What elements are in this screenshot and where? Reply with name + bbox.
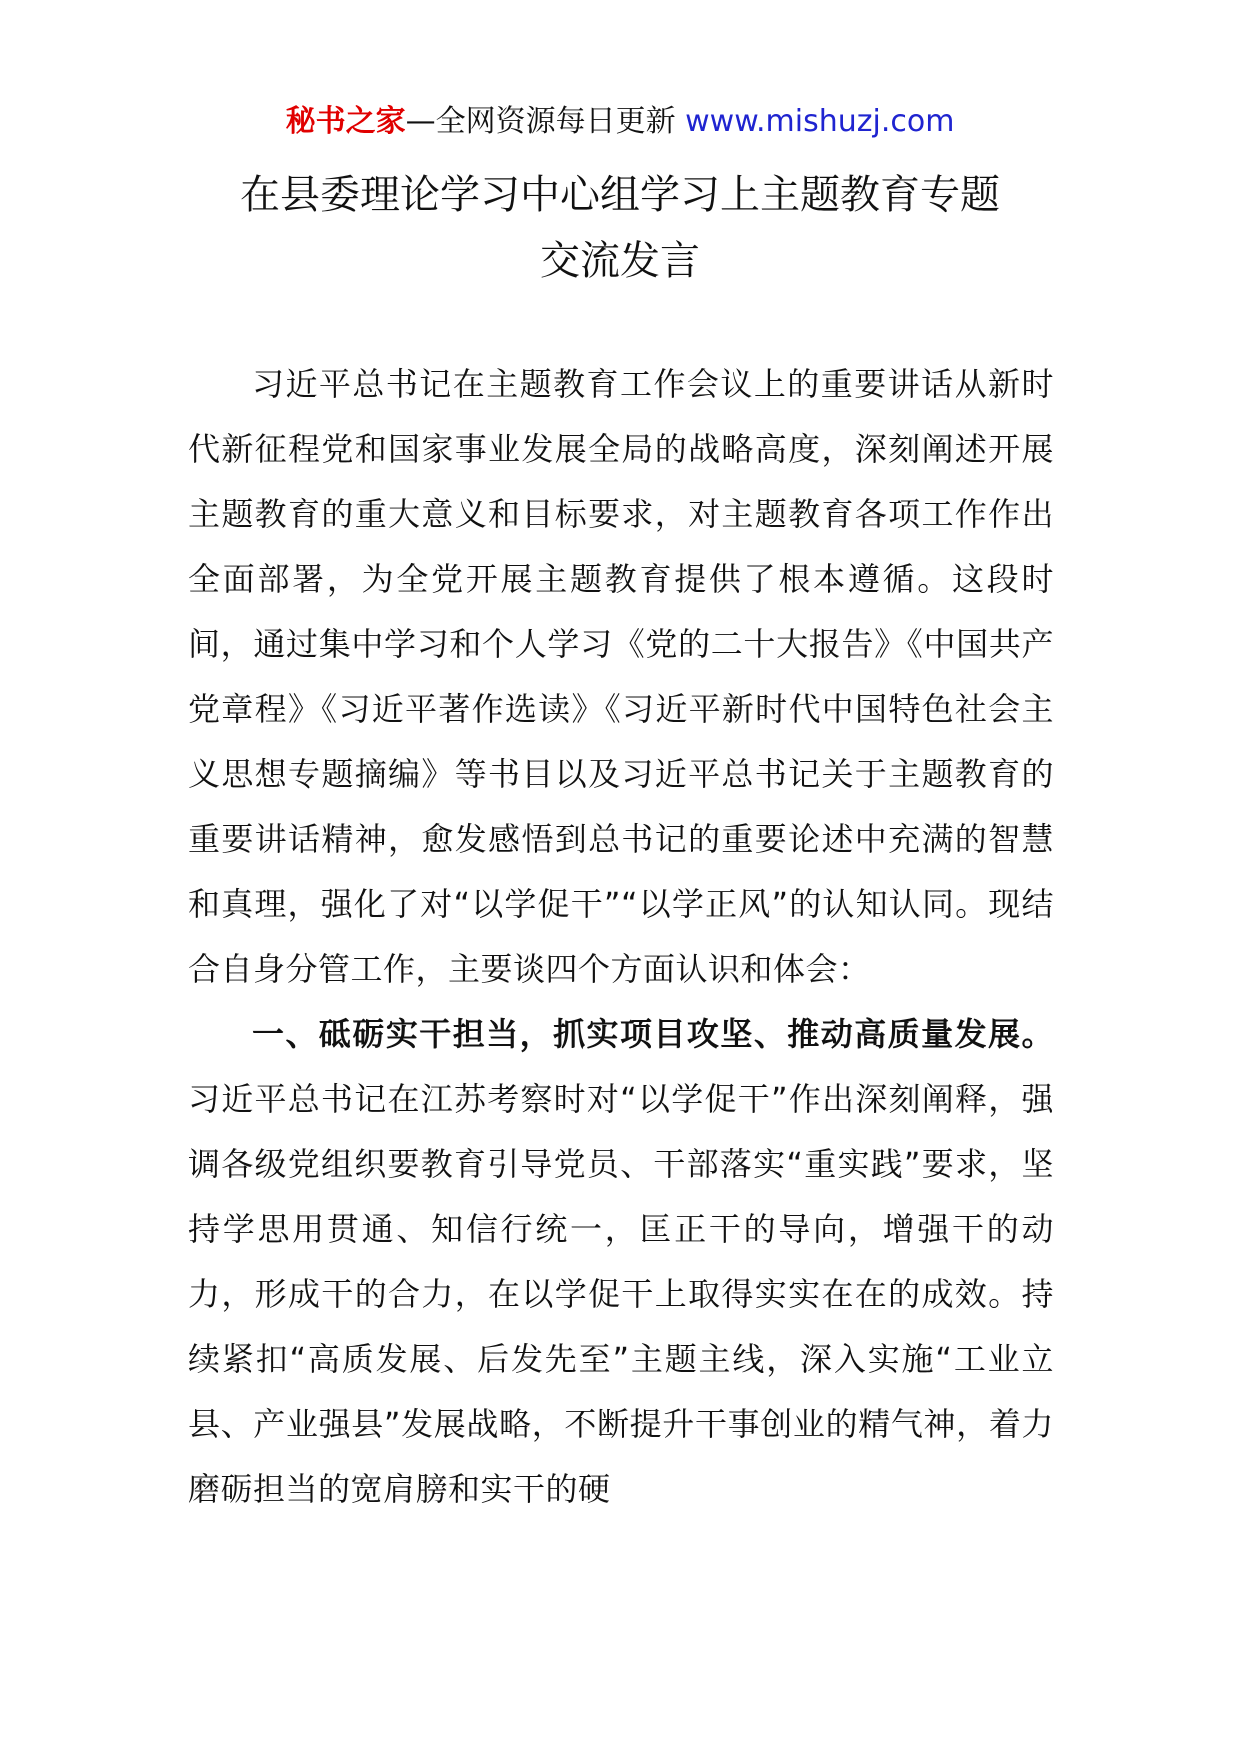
brand-name: 秘书之家 [285,104,406,139]
section-1-text: 习近平总书记在江苏考察时对“以学促干”作出深刻阐释，强调各级党组织要教育引导党员、干部落实“重实践”要求，坚持学思用贯通、知信行统一，匡正干的导向，增强干的动力，形成干的合力，在以学促干上取得实实在在的成效。持续紧扣“高质发展、后发先至”主题主线，深入实施“工业立县、产业强县”发展战略，不断提升干事创业的精气神，着力磨砺担当的宽肩膀和实干的硬 [188,1080,1054,1508]
section-1-heading: 一、砥砺实干担当，抓实项目攻坚、推动高质量发展。 [252,1015,1054,1053]
paragraph-section-1 [188,1002,1054,1522]
title-line-1: 在县委理论学习中心组学习上主题教育专题 [240,172,1000,218]
header-slogan: —全网资源每日更新 [405,104,676,139]
paragraph-intro: 习近平总书记在主题教育工作会议上的重要讲话从新时代新征程党和国家事业发展全局的战略高度，深刻阐述开展主题教育的重大意义和目标要求，对主题教育各项工作作出全面部署，为全党开展主题教育提供了根本遵循。这段时间，通过集中学习和个人学习《党的二十大报告》《中国共产党章程》《习近平著作选读》《习近平新时代中国特色社会主义思想专题摘编》等书目以及习近平总书记关于主题教育的重要讲话精神，愈发感悟到总书记的重要论述中充满的智慧和真理，强化了对“以学促干”“以学正风”的认知认同。现结合自身分管工作，主要谈四个方面认识和体会： [188,365,1054,988]
site-url: www.mishuzj.com [685,104,955,139]
document-body [188,352,1054,1522]
title-line-2: 交流发言 [540,238,700,284]
site-header [0,100,1240,144]
document-title [0,162,1240,294]
